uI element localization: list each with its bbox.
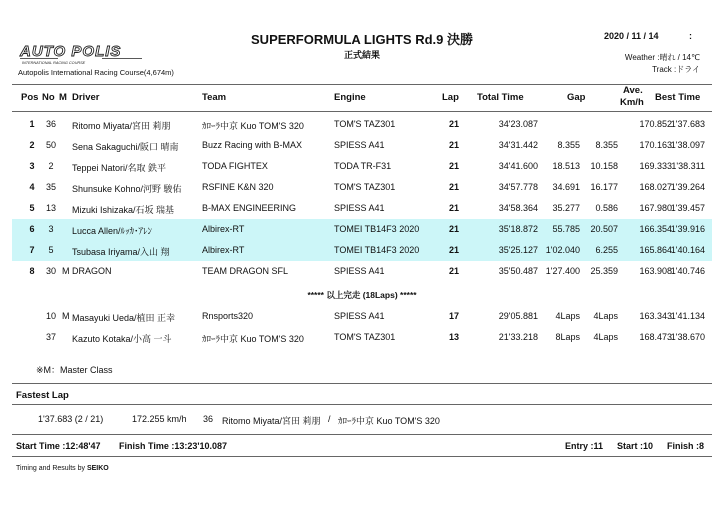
cell-ave-speed: 170.852 bbox=[639, 119, 672, 129]
cell-ave-speed: 163.343 bbox=[639, 311, 672, 321]
footer-bottom-border bbox=[12, 456, 712, 457]
course-name: Autopolis International Racing Course(4,674m) bbox=[18, 68, 174, 77]
cell-gap-leader: 8Laps bbox=[555, 332, 580, 342]
cell-gap-leader: 1'02.040 bbox=[545, 245, 580, 255]
fastest-lap-speed: 172.255 km/h bbox=[132, 414, 187, 424]
cell-team: ｶﾛｰﾗ中京 Kuo TOM'S 320 bbox=[202, 121, 304, 131]
page-title: SUPERFORMULA LIGHTS Rd.9 決勝 bbox=[251, 32, 473, 47]
cell-lap: 21 bbox=[448, 224, 459, 234]
cell-pos: 8 bbox=[29, 266, 35, 276]
cell-engine: TOM'S TAZ301 bbox=[334, 182, 396, 192]
cell-team: Rnsports320 bbox=[202, 311, 254, 321]
cell-pos: 6 bbox=[29, 224, 35, 234]
col-driver: Driver bbox=[72, 92, 100, 103]
logo-text: AUTO POLIS bbox=[20, 43, 122, 60]
cell-best-time: 1'40.746 bbox=[670, 266, 705, 276]
col-m: M bbox=[59, 92, 67, 103]
cell-m: M bbox=[62, 311, 70, 321]
fastest-lap-team: ｶﾛｰﾗ中京 Kuo TOM'S 320 bbox=[338, 416, 440, 426]
table-header-border bbox=[12, 111, 712, 112]
fastest-lap-time: 1'37.683 (2 / 21) bbox=[38, 414, 104, 424]
cell-pos: 4 bbox=[29, 182, 35, 192]
weather-info: Weather :晴れ / 14℃ bbox=[624, 53, 700, 62]
cell-no: 37 bbox=[45, 332, 56, 342]
finish-time: Finish Time :13:23'10.087 bbox=[119, 441, 228, 451]
cell-best-time: 1'38.311 bbox=[671, 161, 705, 171]
cell-driver: Tsubasa Iriyama/入山 翔 bbox=[72, 247, 170, 257]
cell-total-time: 34'31.442 bbox=[498, 140, 538, 150]
cell-no: 2 bbox=[48, 161, 54, 171]
race-date: 2020 / 11 / 14 bbox=[604, 31, 659, 41]
table-header bbox=[12, 84, 712, 110]
cell-gap-ahead: 4Laps bbox=[593, 311, 618, 321]
cell-best-time: 1'41.134 bbox=[670, 311, 705, 321]
cell-ave-speed: 169.333 bbox=[639, 161, 672, 171]
cell-lap: 21 bbox=[448, 203, 459, 213]
finish-count: Finish :8 bbox=[667, 441, 705, 451]
cell-team: RSFINE K&N 320 bbox=[202, 182, 274, 192]
cell-pos: 5 bbox=[29, 203, 35, 213]
cell-best-time: 1'40.164 bbox=[670, 245, 705, 255]
fastest-lap-separator: / bbox=[328, 414, 331, 424]
autopolis-logo bbox=[18, 43, 148, 65]
classified-finishers-note: ***** 以上完走 (18Laps) ***** bbox=[307, 290, 417, 300]
start-count: Start :10 bbox=[617, 441, 654, 451]
cell-pos: 7 bbox=[29, 245, 35, 255]
table-row bbox=[12, 261, 712, 282]
col-ave: Ave. bbox=[623, 85, 643, 96]
cell-engine: TODA TR-F31 bbox=[334, 161, 392, 171]
cell-no: 50 bbox=[45, 140, 56, 150]
cell-no: 10 bbox=[45, 311, 56, 321]
cell-team: TEAM DRAGON SFL bbox=[202, 266, 289, 276]
cell-pos: 1 bbox=[29, 119, 35, 129]
timing-credit-text: Timing and Results by bbox=[16, 465, 85, 472]
fastest-lap-car-no: 36 bbox=[203, 414, 214, 424]
cell-gap-ahead: 6.255 bbox=[595, 245, 618, 255]
cell-best-time: 1'39.264 bbox=[670, 182, 705, 192]
table-row bbox=[12, 177, 712, 198]
col-engine: Engine bbox=[334, 92, 366, 103]
cell-ave-speed: 167.980 bbox=[639, 203, 672, 213]
cell-engine: TOM'S TAZ301 bbox=[334, 332, 396, 342]
table-row bbox=[12, 135, 712, 156]
cell-engine: TOMEI TB14F3 2020 bbox=[334, 245, 420, 255]
cell-total-time: 34'58.364 bbox=[498, 203, 538, 213]
cell-lap: 21 bbox=[448, 266, 459, 276]
cell-gap-ahead: 20.507 bbox=[590, 224, 618, 234]
cell-gap-leader: 35.277 bbox=[552, 203, 580, 213]
cell-engine: SPIESS A41 bbox=[334, 311, 385, 321]
col-gap: Gap bbox=[567, 92, 586, 103]
cell-no: 13 bbox=[45, 203, 56, 213]
cell-driver: Mizuki Ishizaka/石坂 瑞基 bbox=[72, 205, 175, 215]
table-row-highlighted bbox=[12, 240, 712, 261]
fastest-lap-title-border bbox=[12, 404, 712, 405]
cell-driver: Ritomo Miyata/宮田 莉朋 bbox=[72, 121, 171, 131]
cell-gap-leader: 1'27.400 bbox=[545, 266, 580, 276]
cell-total-time: 35'25.127 bbox=[498, 245, 538, 255]
col-ave-unit: Km/h bbox=[620, 97, 644, 108]
page-subtitle: 正式結果 bbox=[343, 50, 380, 60]
cell-lap: 21 bbox=[448, 182, 459, 192]
cell-gap-ahead: 10.158 bbox=[590, 161, 618, 171]
cell-no: 30 bbox=[45, 266, 56, 276]
col-lap: Lap bbox=[442, 92, 459, 103]
cell-team: Albirex-RT bbox=[202, 245, 245, 255]
cell-driver: Masayuki Ueda/植田 正幸 bbox=[72, 313, 176, 323]
cell-driver: Kazuto Kotaka/小高 一斗 bbox=[72, 334, 172, 344]
cell-best-time: 1'38.097 bbox=[670, 140, 705, 150]
table-row bbox=[12, 327, 712, 348]
cell-pos: 3 bbox=[29, 161, 35, 171]
cell-gap-ahead: 8.355 bbox=[595, 140, 618, 150]
cell-gap-ahead: 16.177 bbox=[590, 182, 618, 192]
cell-best-time: 1'39.457 bbox=[670, 203, 705, 213]
cell-gap-leader: 8.355 bbox=[557, 140, 580, 150]
cell-ave-speed: 168.027 bbox=[639, 182, 672, 192]
cell-team: ｶﾛｰﾗ中京 Kuo TOM'S 320 bbox=[202, 334, 304, 344]
table-row bbox=[12, 156, 712, 177]
timing-credit bbox=[16, 465, 109, 472]
cell-pos: 2 bbox=[29, 140, 35, 150]
cell-driver: Teppei Natori/名取 鉄平 bbox=[72, 163, 167, 173]
table-row bbox=[12, 114, 712, 135]
cell-lap: 21 bbox=[448, 245, 459, 255]
cell-gap-ahead: 0.586 bbox=[595, 203, 618, 213]
cell-total-time: 34'57.778 bbox=[498, 182, 538, 192]
cell-driver: Sena Sakaguchi/阪口 晴南 bbox=[72, 142, 179, 152]
col-pos: Pos bbox=[21, 92, 39, 103]
col-team: Team bbox=[202, 92, 227, 103]
cell-lap: 21 bbox=[448, 161, 459, 171]
cell-best-time: 1'39.916 bbox=[670, 224, 705, 234]
cell-no: 36 bbox=[45, 119, 56, 129]
cell-lap: 17 bbox=[448, 311, 459, 321]
master-class-note: ※M：Master Class bbox=[36, 365, 113, 375]
cell-m: M bbox=[62, 266, 70, 276]
cell-ave-speed: 165.864 bbox=[639, 245, 672, 255]
cell-team: Albirex-RT bbox=[202, 224, 245, 234]
cell-best-time: 1'37.683 bbox=[670, 119, 705, 129]
cell-engine: TOMEI TB14F3 2020 bbox=[334, 224, 420, 234]
cell-total-time: 21'33.218 bbox=[498, 332, 538, 342]
cell-ave-speed: 168.473 bbox=[639, 332, 672, 342]
time-colon: : bbox=[689, 31, 692, 41]
cell-total-time: 35'50.487 bbox=[498, 266, 538, 276]
cell-no: 5 bbox=[48, 245, 54, 255]
cell-ave-speed: 163.908 bbox=[639, 266, 672, 276]
footer-top-border bbox=[12, 434, 712, 435]
cell-lap: 21 bbox=[448, 140, 459, 150]
cell-engine: TOM'S TAZ301 bbox=[334, 119, 396, 129]
cell-driver: Lucca Allen/ﾙｯｶ･ｱﾚﾝ bbox=[72, 226, 153, 236]
entry-count: Entry :11 bbox=[565, 441, 604, 451]
cell-ave-speed: 170.163 bbox=[639, 140, 672, 150]
table-row bbox=[12, 306, 712, 327]
cell-gap-leader: 34.691 bbox=[552, 182, 580, 192]
cell-engine: SPIESS A41 bbox=[334, 266, 385, 276]
cell-gap-leader: 55.785 bbox=[552, 224, 580, 234]
track-condition: Track :ドライ bbox=[652, 65, 700, 74]
col-best-time: Best Time bbox=[655, 92, 701, 103]
cell-ave-speed: 166.354 bbox=[639, 224, 672, 234]
cell-gap-ahead: 4Laps bbox=[593, 332, 618, 342]
col-no: No bbox=[42, 92, 55, 103]
cell-engine: SPIESS A41 bbox=[334, 140, 385, 150]
cell-total-time: 29'05.881 bbox=[498, 311, 538, 321]
fastest-lap-title: Fastest Lap bbox=[16, 390, 69, 401]
table-row bbox=[12, 198, 712, 219]
fastest-lap-top-border bbox=[12, 383, 712, 384]
cell-gap-ahead: 25.359 bbox=[590, 266, 618, 276]
logo-subtext: INTERNATIONAL RACING COURSE bbox=[22, 61, 86, 65]
fastest-lap-driver: Ritomo Miyata/宮田 莉朋 bbox=[222, 416, 321, 426]
cell-total-time: 34'23.087 bbox=[498, 119, 538, 129]
cell-gap-leader: 18.513 bbox=[552, 161, 580, 171]
cell-team: B-MAX ENGINEERING bbox=[202, 203, 297, 213]
cell-team: Buzz Racing with B-MAX bbox=[202, 140, 303, 150]
cell-no: 35 bbox=[45, 182, 56, 192]
cell-total-time: 35'18.872 bbox=[498, 224, 538, 234]
cell-lap: 13 bbox=[448, 332, 459, 342]
col-total-time: Total Time bbox=[477, 92, 524, 103]
seiko-logo: SEIKO bbox=[86, 465, 109, 472]
start-time: Start Time :12:48'47 bbox=[16, 441, 101, 451]
cell-best-time: 1'38.670 bbox=[670, 332, 705, 342]
cell-driver: Shunsuke Kohno/河野 駿佑 bbox=[72, 184, 182, 194]
table-row-highlighted bbox=[12, 219, 712, 240]
cell-driver: DRAGON bbox=[72, 266, 112, 276]
cell-total-time: 34'41.600 bbox=[498, 161, 538, 171]
cell-no: 3 bbox=[48, 224, 54, 234]
cell-engine: SPIESS A41 bbox=[334, 203, 385, 213]
cell-team: TODA FIGHTEX bbox=[202, 161, 268, 171]
cell-gap-leader: 4Laps bbox=[555, 311, 580, 321]
cell-lap: 21 bbox=[448, 119, 459, 129]
